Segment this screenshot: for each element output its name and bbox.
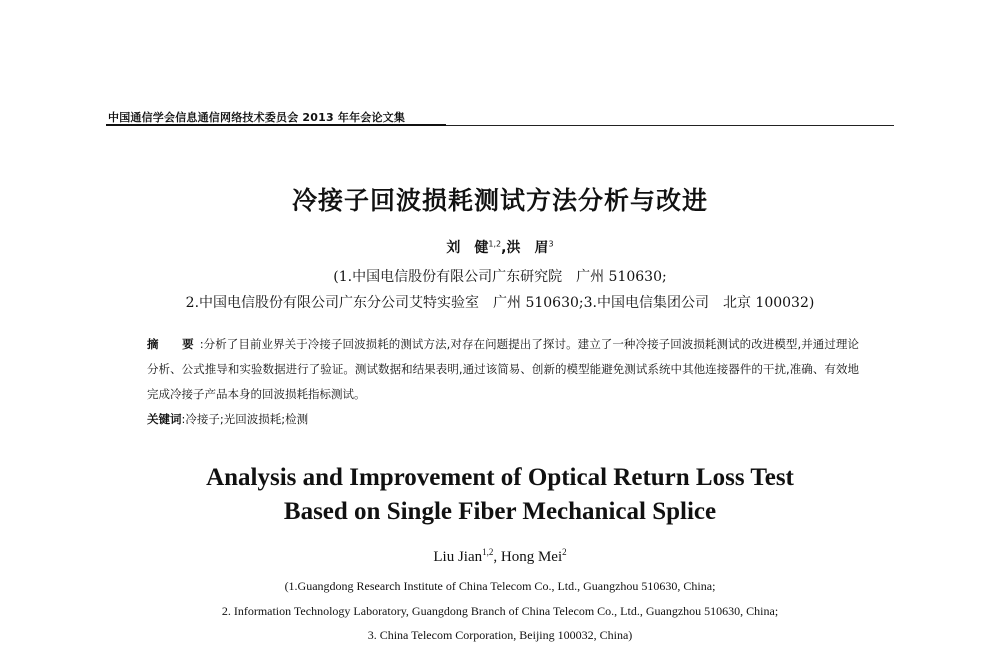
- title-english-line1: Analysis and Improvement of Optical Return Loss Test: [206, 464, 794, 491]
- abstract-text: 分析了目前业界关于冷接子回波损耗的测试方法,对存在问题提出了探讨。建立了一种冷接子回波损耗测试的改进模型,并通过理论分析、公式推导和实验数据进行了验证。测试数据和结果表明,通过该简易、创新的模型能避免测试系统中其他连接器件的干扰,准确、有效地完成冷接子产品本身的回波损耗指标测试。: [147, 337, 859, 401]
- author2-affiliation-sup-en: 2: [562, 547, 567, 557]
- authors-english: [0, 549, 1000, 566]
- author1-affiliation-sup-en: 1,2: [482, 547, 494, 557]
- header-rule-thick: [106, 124, 446, 126]
- author-separator: ,: [501, 240, 507, 256]
- title-chinese: 冷接子回波损耗测试方法分析与改进: [291, 186, 708, 215]
- author1-affiliation-sup: 1,2: [488, 239, 502, 249]
- author2-name-en: Hong Mei: [500, 549, 563, 565]
- author2-name: 洪 眉: [506, 240, 549, 256]
- authors-chinese: [0, 237, 1000, 257]
- title-english-line2: Based on Single Fiber Mechanical Splice: [283, 498, 717, 525]
- author-separator-en: ,: [493, 549, 501, 565]
- author2-affiliation-sup: 3: [548, 239, 554, 249]
- affiliation-english-line1: (1.Guangdong Research Institute of China Telecom Co., Ltd., Guangzhou 510630, China;: [284, 579, 716, 593]
- header-rule-thin: [446, 125, 894, 126]
- author1-name: 刘 健: [446, 240, 489, 256]
- affiliation-english-line3: 3. China Telecom Corporation, Beijing 100032, China): [367, 628, 633, 642]
- cropped-next-line: [160, 661, 860, 669]
- running-header: 中国通信学会信息通信网络技术委员会 2013 年年会论文集: [108, 111, 406, 124]
- affiliation-chinese-line2: 2.中国电信股份有限公司广东分公司艾特实验室 广州 510630;3.中国电信集团公司 北京 100032): [185, 295, 815, 311]
- abstract-colon: :: [199, 337, 204, 351]
- author1-name-en: Liu Jian: [433, 549, 483, 565]
- abstract-chinese: [147, 332, 859, 432]
- affiliation-chinese-line1: (1.中国电信股份有限公司广东研究院 广州 510630;: [333, 269, 667, 285]
- abstract-label: 摘 要: [147, 337, 200, 351]
- title-english: [0, 461, 1000, 529]
- affiliation-english-line2: 2. Information Technology Laboratory, Guangdong Branch of China Telecom Co., Ltd., Guangzhou 510630, China;: [221, 604, 779, 618]
- keywords-label: 关键词: [147, 412, 182, 426]
- keywords-text: :冷接子;光回波损耗;检测: [181, 412, 309, 426]
